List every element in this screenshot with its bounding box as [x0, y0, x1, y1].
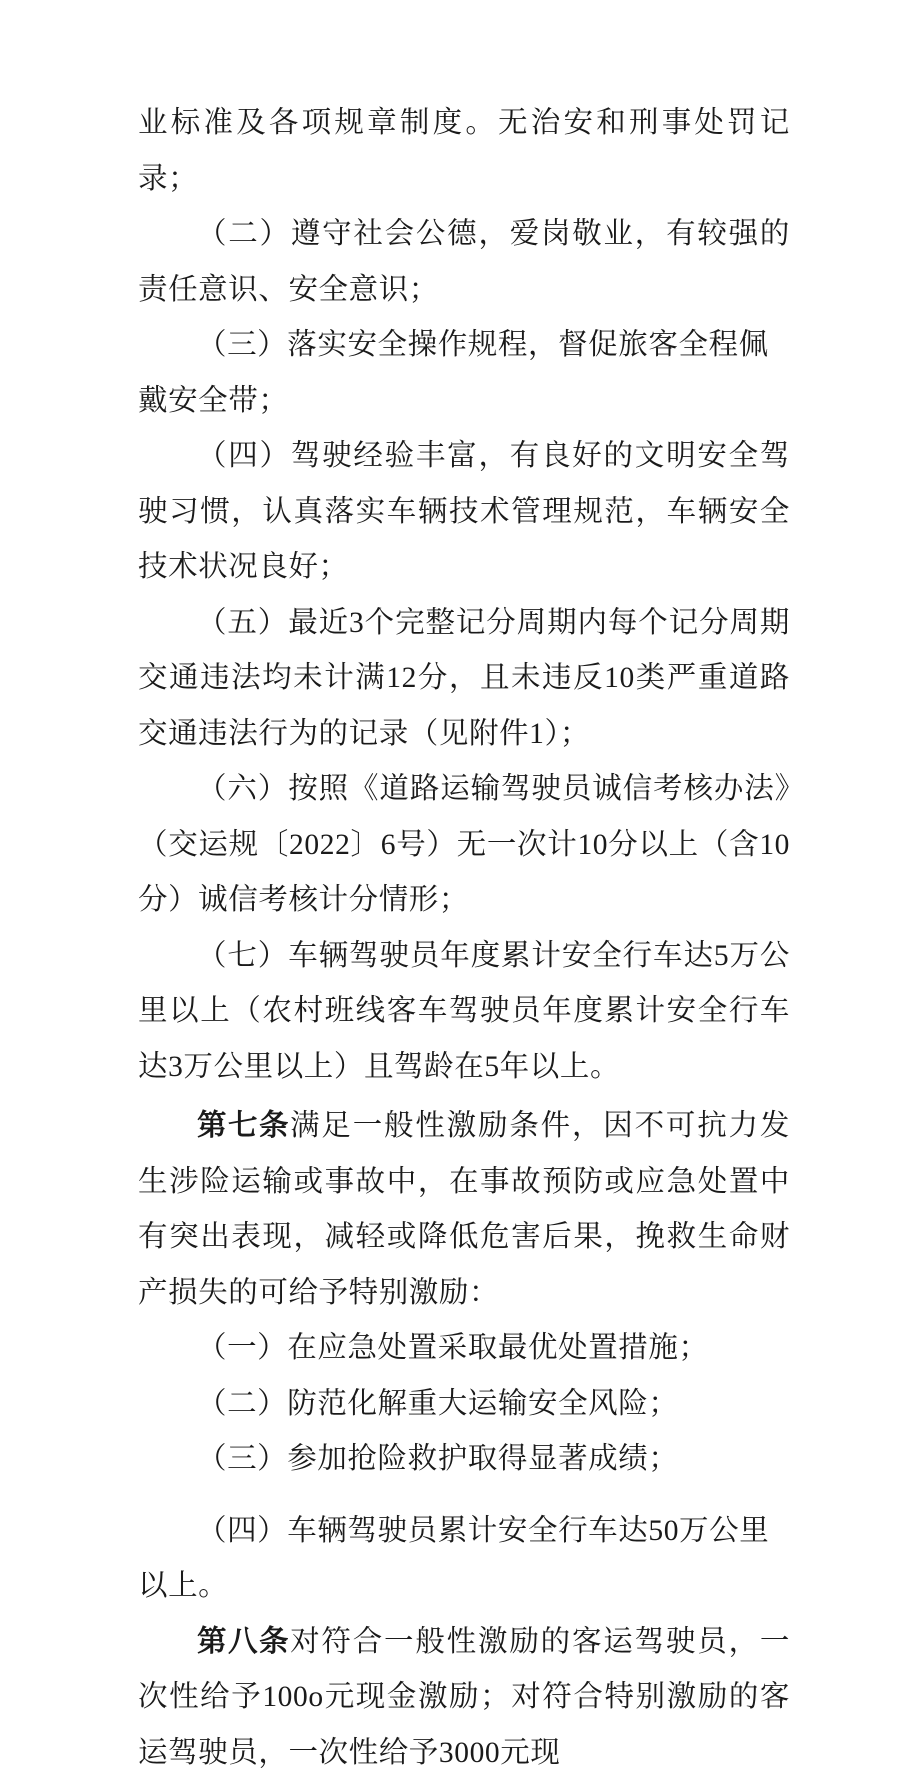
list-item-3: （三）落实安全操作规程，督促旅客全程佩戴安全带；: [138, 318, 790, 429]
article-eight: [138, 1615, 790, 1781]
special-list-item-1: （一）在应急处置采取最优处置措施；: [138, 1321, 790, 1377]
list-item-2: （二）遵守社会公德，爱岗敬业，有较强的责任意识、安全意识；: [138, 207, 790, 318]
special-list-item-4: （四）车辆驾驶员累计安全行车达50万公里以上。: [138, 1504, 790, 1615]
special-list-item-3: （三）参加抢险救护取得显著成绩；: [138, 1432, 790, 1488]
article-seven: [138, 1099, 790, 1321]
list-item-7: （七）车辆驾驶员年度累计安全行车达5万公里以上（农村班线客车驾驶员年度累计安全行车达3万公里以上）且驾龄在5年以上。: [138, 929, 790, 1096]
list-item-5: （五）最近3个完整记分周期内每个记分周期交通违法均未计满12分，且未违反10类严重道路交通违法行为的记录（见附件1）；: [138, 596, 790, 763]
article-eight-body: 对符合一般性激励的客运驾驶员，一次性给予100o元现金激励；对符合特别激励的客运驾驶员，一次性给予3000元现: [138, 1626, 790, 1769]
document-body: [138, 96, 790, 1781]
list-item-6: （六）按照《道路运输驾驶员诚信考核办法》（交运规〔2022〕6号）无一次计10分以上（含10分）诚信考核计分情形；: [138, 762, 790, 929]
continuation-line: 业标准及各项规章制度。无治安和刑事处罚记录；: [138, 96, 790, 207]
article-seven-marker: 第七条: [197, 1110, 290, 1142]
article-eight-marker: 第八条: [197, 1626, 290, 1658]
list-item-4: （四）驾驶经验丰富，有良好的文明安全驾驶习惯，认真落实车辆技术管理规范，车辆安全技术状况良好；: [138, 429, 790, 596]
article-seven-body: 满足一般性激励条件，因不可抗力发生涉险运输或事故中，在事故预防或应急处置中有突出表现，减轻或降低危害后果，挽救生命财产损失的可给予特别激励：: [138, 1110, 790, 1309]
special-list-item-2: （二）防范化解重大运输安全风险；: [138, 1377, 790, 1433]
